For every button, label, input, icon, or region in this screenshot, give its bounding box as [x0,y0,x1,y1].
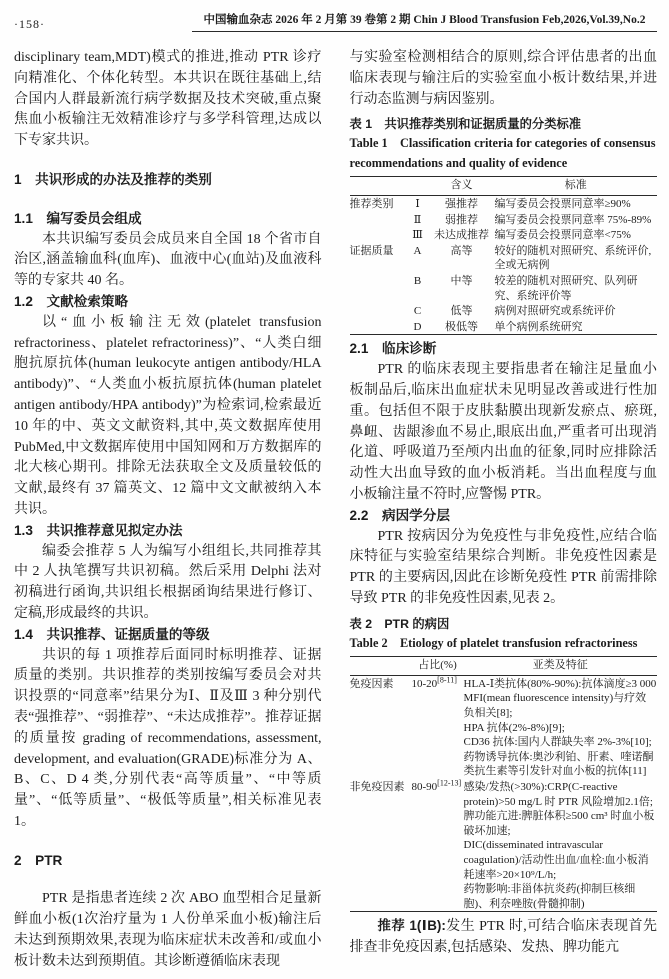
page-header [14,12,657,32]
row-meaning-cell: 低等 [450,305,473,318]
row-code-cell: Ⅱ [413,213,422,226]
citation-superscript: [12-13] [437,778,462,788]
row-code-cell: D [413,320,422,333]
section-1-2-paragraph: 以“血小板输注无效(platelet transfusion refractoriness、platelet refractoriness)”、“人类白细胞抗原抗体(human leukocyte antigen antibody/HLA antibody)”、“人类血小板抗原抗体(human platelet antigen antibody/HPA antibody)”为检索词,检索最近 10 年的中、英文文献资料,其中,英文数据库使用 PubMed,中文数据库使用中国知网和万方数据库的北大核心期刊。排除无法获取全文及质量较低的文献,最终有 37 篇英文、12 篇中文文献被纳入本共识。 [14,314,322,517]
section-1-heading: 1 共识形成的办法及推荐的类别 [14,171,212,187]
row-group-cell [350,212,407,228]
recommendation-1-text: 发生 PTR 时,可结合临床表现首先排查非免疫因素,包括感染、发热、脾功能亢 [349,919,657,956]
row-meaning-cell: 极低等 [445,320,478,333]
section-2-1-paragraph: PTR 的临床表现主要指患者在输注足量血小板制品后,临床出血症状未见明显改善或进行性加重。包括但不限于皮肤黏膜出现新发瘀点、瘀斑,鼻衄、齿龈渗血不易止,眼底出血,严重者可出现消化道、呼吸道乃至颅内出血的征象,同时应排除活动性大出血导致的血小板消耗。当出血程度与血小板输注量不符时,应警惕 PTR。 [349,362,657,502]
row-meaning-cell: 中等 [450,274,473,287]
table-1-header-row [350,177,658,196]
row-meaning-cell: 强推荐 [445,197,478,210]
two-column-body [14,48,657,973]
table-1-caption-en: Table 1 Classification criteria for categories of consensus recommendations and quality of evidence [349,136,656,170]
table-header-cell-features: 亚类及特征 [464,657,658,676]
section-1-2-heading: 1.2 文献检索策略 [14,293,129,309]
citation-superscript: [8-11] [437,675,457,685]
row-meaning-cell: 弱推荐 [445,213,478,226]
table-header-cell [407,177,429,196]
section-1-3-paragraph: 编委会推荐 5 人为编写小组组长,共同推荐其中 2 人执笔撰写共识初稿。然后采用 Delphi 法对初稿进行函询,共识组长根据函询结果进行修订、定稿,形成最终的共识。 [14,543,322,621]
ratio-value: 80-90 [411,780,438,793]
table-row [350,227,658,243]
row-ratio-cell [412,675,464,779]
recommendation-1-label: 推荐 1(ⅠB): [377,918,446,934]
row-features-cell: HLA-Ⅰ类抗体(80%-90%):抗体滴度≥3 000 MFI(mean fluorescence intensity)与疗效负相关[8]; HPA 抗体(2%-8%)[9]; CD36 抗体:国内人群缺失率 2%-3%[10]; 药物诱导抗体:奥沙利铂、肝素、喹诺酮类抗生素等引发针对血小板的抗体[11] [463,677,657,778]
row-group-cell: 推荐类别 [349,197,394,210]
continuation-paragraph: 与实验室检测相结合的原则,综合评估患者的出血临床表现与输注后的实验室血小板计数结果,并进行动态监测与病因鉴别。 [349,50,657,107]
table-row [350,303,658,319]
table-1-caption-zh: 表 1 共识推荐类别和证据质量的分类标准 [349,117,582,132]
table-2 [350,656,658,912]
row-group-cell [350,227,407,243]
section-2-2-paragraph: PTR 按病因分为免疫性与非免疫性,应结合临床特征与实验室结果综合判断。非免疫性因素是 PTR 的主要病因,因此在诊断免疫性 PTR 前需排除导致 PTR 的非免疫性因素,见表 2。 [349,528,657,606]
ratio-value: 10-20 [411,677,438,690]
left-column [14,48,322,973]
row-code-cell: Ⅰ [415,197,420,210]
table-2-header-row [350,657,658,676]
row-group-cell: 免疫因素 [349,677,394,690]
table-2-caption-zh: 表 2 PTR 的病因 [349,616,450,631]
table-row [350,675,658,779]
row-group-cell [350,303,407,319]
row-criteria-cell: 编写委员会投票同意率≥90% [494,197,631,210]
row-ratio-cell [412,779,464,912]
right-column [350,48,658,973]
row-features-cell: 感染/发热(>30%):CRP(C-reactive protein)>50 mg/L 时 PTR 风险增加2.1倍; 脾功能亢进:脾脏体积≥500 cm³ 时血小板破坏加速; DIC(disseminated intravascular coagulation)/活动性出血/血栓:血小板消耗速率>20×10⁹/L/h; 药物影响:非甾体抗炎药(抑制巨核细胞)、利奈唑胺(骨髓抑制) [463,780,655,910]
row-criteria-cell: 编写委员会投票同意率 75%-89% [494,213,652,226]
section-1-1-heading: 1.1 编写委员会组成 [14,210,142,226]
section-2-heading: 2 PTR [14,852,63,868]
table-row [350,243,658,273]
table-row [350,212,658,228]
section-1-1-paragraph: 本共识编写委员会成员来自全国 18 个省市自治区,涵盖输血科(血库)、血液中心(血站)及血液科等的专家共 40 名。 [14,231,322,289]
row-criteria-cell: 较差的随机对照研究、队列研究、系统评价等 [494,274,638,302]
row-code-cell: B [413,274,422,287]
table-row [350,273,658,303]
journal-title: 中国输血杂志 2026 年 2 月第 39 卷第 2 期 Chin J Blood Transfusion Feb,2026,Vol.39,No.2 [192,12,657,32]
row-code-cell: Ⅲ [412,229,423,242]
table-header-cell [350,657,412,676]
row-criteria-cell: 病例对照研究或系统评价 [494,305,616,318]
section-1-3-heading: 1.3 共识推荐意见拟定办法 [14,522,183,538]
section-2-paragraph: PTR 是指患者连续 2 次 ABO 血型相合足量新鲜血小板(1次治疗量为 1 人份单采血小板)输注后未达到预期效果,表现为临床症状未改善和/或血小板计数未达到预期值。其诊断遵循临床表现 [14,891,322,969]
row-criteria-cell: 较好的随机对照研究、系统评价,全或无病例 [494,244,652,272]
recommendation-1-paragraph [350,916,658,959]
table-header-cell-criteria: 标准 [495,177,658,196]
table-header-cell-ratio: 占比(%) [412,657,464,676]
row-criteria-cell: 编写委员会投票同意率<75% [494,229,631,242]
table-header-cell-meaning: 含义 [429,177,495,196]
section-1-4-paragraph: 共识的每 1 项推荐后面同时标明推荐、证据质量的类别。共识推荐的类别按编写委员会对共识投票的“同意率”结果分为Ⅰ、Ⅱ及Ⅲ 3 种分别代表“强推荐”、“弱推荐”、“未达成推荐”。推荐证据的质量按 grading of recommendations, assessment, development, and evaluation(GRADE)标准分为 A、B、C、D 4 类,分别代表“高等质量”、“中等质量”、“低等质量”、“极低等质量”,相关标准见表 1。 [14,647,322,829]
row-code-cell: C [413,305,422,318]
page-number: ·158· [14,17,45,31]
section-2-1-heading: 2.1 临床诊断 [349,341,437,357]
table-1 [350,176,658,335]
table-row [350,319,658,335]
row-group-cell: 证据质量 [349,244,394,257]
table-header-cell [350,177,407,196]
section-2-2-heading: 2.2 病因学分层 [349,507,450,523]
row-code-cell: A [413,244,422,257]
table-2-caption-en: Table 2 Etiology of platelet transfusion refractoriness [349,635,638,650]
row-criteria-cell: 单个病例系统研究 [494,320,583,333]
row-group-cell [350,319,407,335]
table-row [350,779,658,912]
row-meaning-cell: 未达成推荐 [434,229,489,242]
section-1-4-heading: 1.4 共识推荐、证据质量的等级 [14,626,210,642]
row-group-cell [350,273,407,303]
table-row [350,195,658,211]
row-meaning-cell: 高等 [450,244,473,257]
intro-continuation-paragraph: disciplinary team,MDT)模式的推进,推动 PTR 诊疗向精准化、个体化转型。本共识在既往基础上,结合国内人群最新流行病学数据及技术突破,重点聚焦血小板输注无效精准诊疗与多学科管理,达成以下专家共识。 [14,50,322,149]
row-group-cell: 非免疫因素 [349,780,405,793]
